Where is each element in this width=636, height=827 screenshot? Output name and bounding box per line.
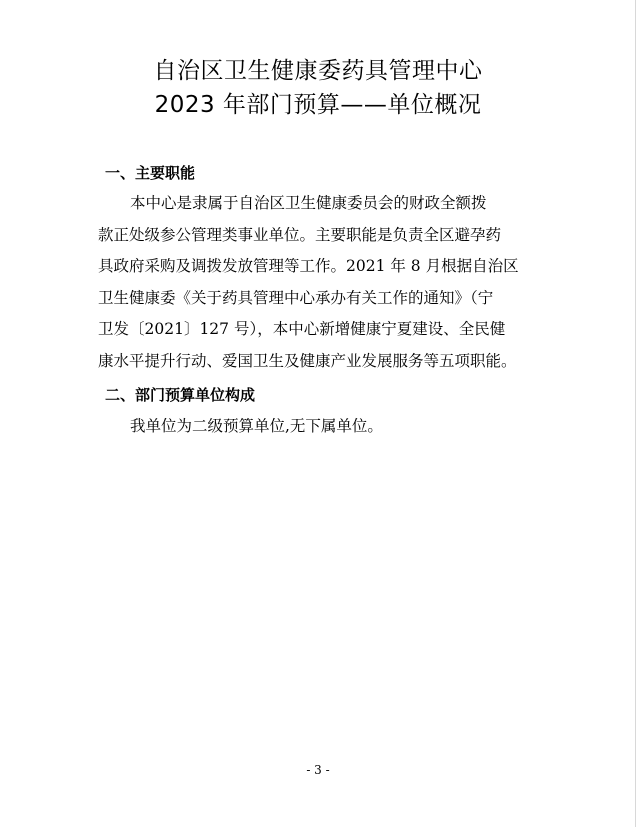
title-line-2: 2023 年部门预算——单位概况 (154, 92, 482, 118)
paragraph-line: 款正处级参公管理类事业单位。主要职能是负责全区避孕药 (98, 225, 502, 244)
section-body-functions (98, 188, 544, 377)
page-number: - 3 - (306, 763, 330, 777)
paragraph-line: 卫生健康委《关于药具管理中心承办有关工作的通知》（宁 (98, 288, 494, 307)
paragraph-line: 本中心是隶属于自治区卫生健康委员会的财政全额拨 (130, 194, 487, 212)
paragraph-line: 卫发〔2021〕127 号），本中心新增健康宁夏建设、全民健 (98, 320, 506, 338)
section-heading-functions: 一、主要职能 (105, 164, 196, 182)
paragraph-line: 具政府采购及调拨发放管理等工作。2021 年 8 月根据自治区 (98, 257, 519, 275)
section-body-composition (98, 411, 544, 443)
title-line-1: 自治区卫生健康委药具管理中心 (153, 58, 483, 84)
section-heading-composition: 二、部门预算单位构成 (105, 386, 256, 404)
paragraph-line: 我单位为二级预算单位,无下属单位。 (130, 417, 383, 435)
paragraph-line: 康水平提升行动、爱国卫生及健康产业发展服务等五项职能。 (98, 351, 517, 370)
document-title (0, 54, 636, 122)
